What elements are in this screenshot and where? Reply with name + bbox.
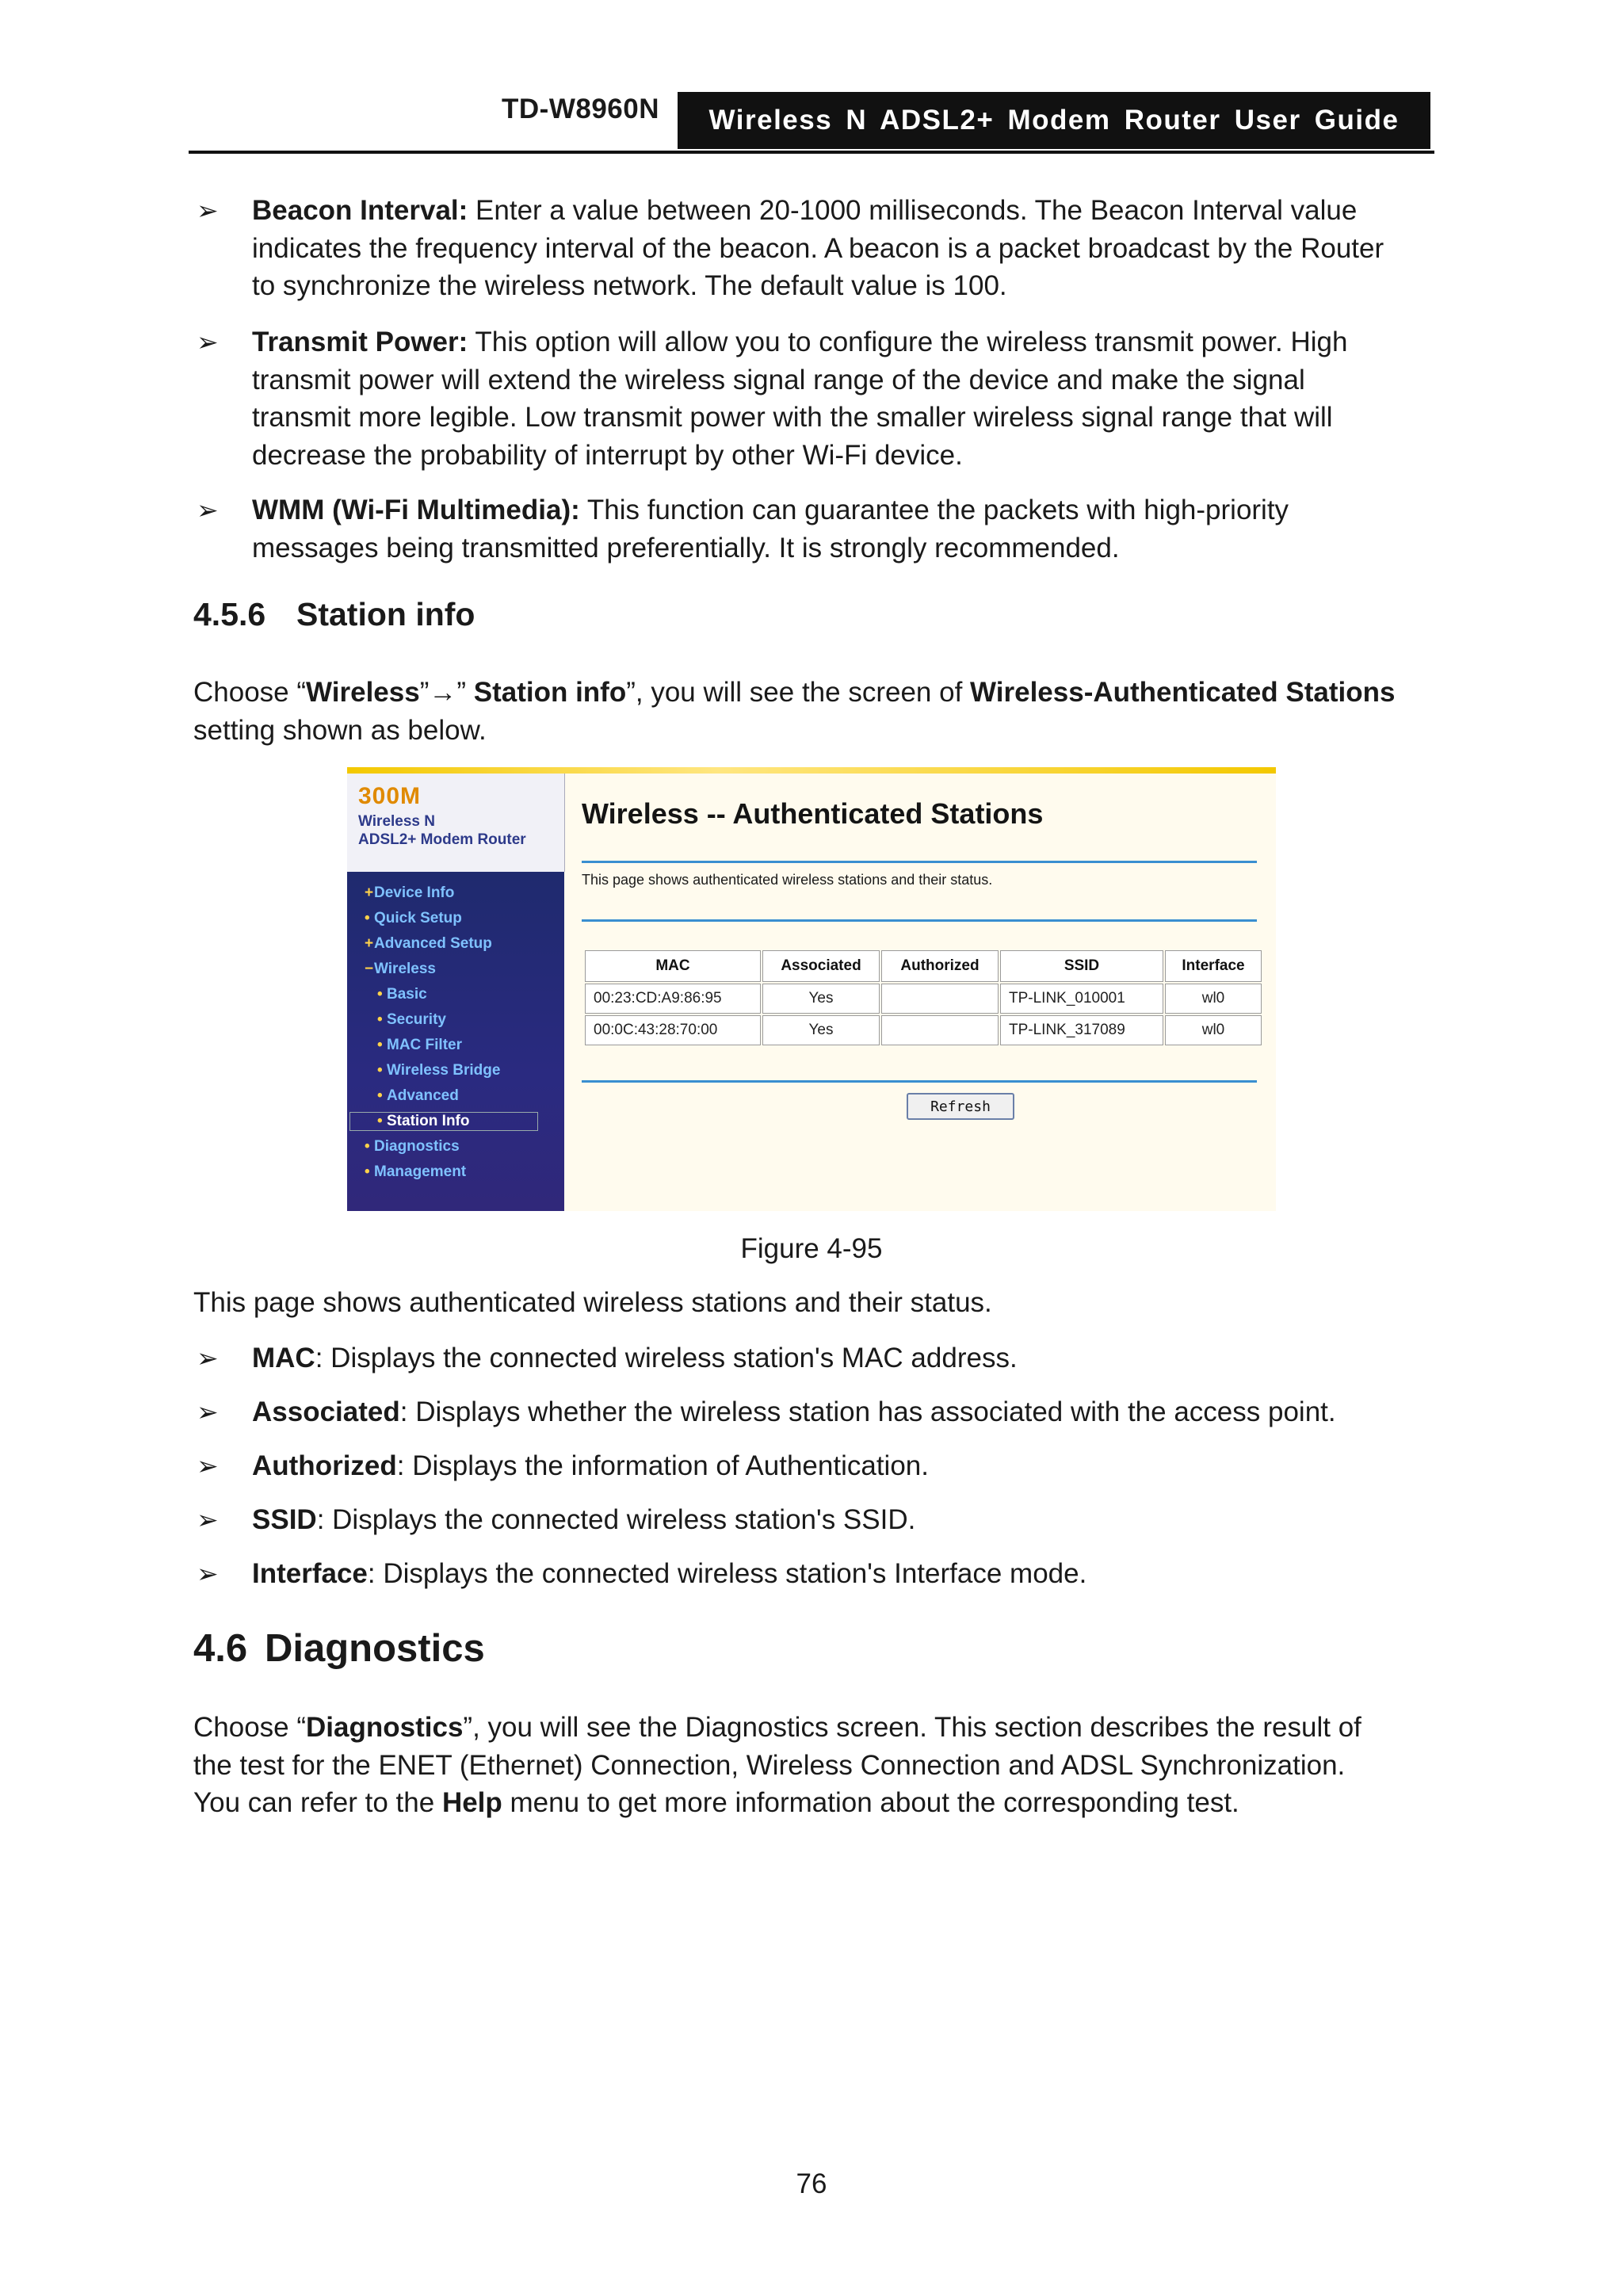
field-authorized bbox=[252, 1447, 1431, 1485]
nav-wireless-bridge[interactable] bbox=[377, 1062, 500, 1079]
brand-line: Wireless N bbox=[358, 813, 435, 830]
guide-title: Wireless N ADSL2+ Modem Router User Guide bbox=[678, 92, 1430, 149]
text: : Displays the connected wireless station's MAC address. bbox=[315, 1343, 1018, 1373]
bullet-icon: • bbox=[377, 1087, 383, 1104]
menu-help: Help bbox=[441, 1787, 502, 1818]
text: messages being transmitted preferentially. It is strongly recommended. bbox=[252, 532, 1120, 563]
sidebar-nav bbox=[347, 872, 564, 1211]
text: This option will allow you to configure the wireless transmit power. High bbox=[468, 327, 1348, 357]
field-ssid bbox=[252, 1501, 1431, 1539]
nav-label: MAC Filter bbox=[387, 1037, 462, 1053]
table-row bbox=[585, 984, 1262, 1014]
stations-table bbox=[583, 949, 1263, 1047]
col-authorized: Authorized bbox=[881, 950, 999, 982]
field-associated bbox=[252, 1393, 1431, 1431]
figure-caption: Figure 4-95 bbox=[740, 1233, 883, 1264]
cell-associated: Yes bbox=[762, 984, 880, 1014]
bullet-icon: • bbox=[377, 1037, 383, 1053]
col-mac: MAC bbox=[585, 950, 761, 982]
text: indicates the frequency interval of the beacon. A beacon is a packet broadcast by the Router bbox=[252, 232, 1384, 264]
menu-wireless: Wireless bbox=[306, 677, 420, 708]
bullet-marker: ➢ bbox=[197, 196, 219, 225]
nav-security[interactable] bbox=[377, 1011, 446, 1029]
text: You can refer to the bbox=[193, 1787, 442, 1818]
divider bbox=[582, 919, 1257, 922]
bullet-marker: ➢ bbox=[197, 1343, 219, 1373]
text: : Displays the connected wireless station's Interface mode. bbox=[367, 1558, 1087, 1589]
cell-interface: wl0 bbox=[1165, 984, 1262, 1014]
term: Authorized bbox=[252, 1450, 397, 1481]
col-interface: Interface bbox=[1165, 950, 1262, 982]
header-rule bbox=[189, 151, 1434, 154]
menu-diagnostics: Diagnostics bbox=[306, 1712, 464, 1743]
station-info-intro bbox=[193, 674, 1431, 749]
nav-label: Wireless Bridge bbox=[387, 1062, 501, 1079]
cell-mac: 00:0C:43:28:70:00 bbox=[585, 1015, 761, 1045]
nav-label: Device Info bbox=[374, 884, 455, 901]
bullet-icon: • bbox=[365, 1138, 370, 1155]
expand-icon: + bbox=[365, 935, 374, 952]
section-number: 4.6 bbox=[193, 1627, 248, 1670]
brand-line: ADSL2+ Modem Router bbox=[358, 831, 526, 848]
text: ”, you will see the Diagnostics screen. This section describes the result of bbox=[463, 1712, 1361, 1743]
section-heading-station-info bbox=[193, 596, 475, 633]
brand-gap bbox=[347, 848, 565, 872]
cell-authorized bbox=[881, 1015, 999, 1045]
cell-authorized bbox=[881, 984, 999, 1014]
arrow-icon: → bbox=[429, 677, 457, 708]
nav-quick-setup[interactable] bbox=[365, 910, 462, 927]
brand-logo: 300M bbox=[358, 783, 422, 809]
text: transmit power will extend the wireless signal range of the device and make the signal bbox=[252, 364, 1305, 395]
term: Associated bbox=[252, 1396, 400, 1427]
divider bbox=[582, 1080, 1257, 1083]
term: Beacon Interval: bbox=[252, 195, 468, 226]
page-number: 76 bbox=[796, 2168, 827, 2199]
text: : Displays whether the wireless station has associated with the access point. bbox=[399, 1396, 1336, 1427]
collapse-icon: − bbox=[365, 961, 374, 977]
nav-advanced-setup[interactable] bbox=[365, 935, 492, 953]
nav-management[interactable] bbox=[365, 1163, 466, 1181]
term: Interface bbox=[252, 1558, 368, 1589]
nav-device-info[interactable] bbox=[365, 884, 454, 902]
table-header-row bbox=[585, 950, 1262, 982]
beacon-interval-item bbox=[252, 192, 1431, 305]
nav-label: Wireless bbox=[374, 961, 436, 977]
text: Choose “ bbox=[193, 1712, 307, 1743]
divider bbox=[582, 861, 1257, 863]
term: WMM (Wi-Fi Multimedia): bbox=[252, 495, 580, 525]
text: the test for the ENET (Ethernet) Connection, Wireless Connection and ADSL Synchronization. bbox=[193, 1749, 1346, 1781]
text: Choose “ bbox=[193, 677, 307, 708]
brand-panel bbox=[347, 774, 565, 848]
nav-label: Advanced bbox=[387, 1087, 459, 1104]
bullet-marker: ➢ bbox=[197, 1397, 219, 1427]
text: This function can guarantee the packets with high-priority bbox=[579, 495, 1289, 525]
page-description: This page shows authenticated wireless stations and their status. bbox=[582, 872, 993, 888]
nav-label: Quick Setup bbox=[374, 910, 462, 926]
text: Enter a value between 20-1000 milliseconds. The Beacon Interval value bbox=[468, 195, 1358, 226]
section-title: Diagnostics bbox=[265, 1627, 485, 1670]
section-heading-diagnostics bbox=[193, 1626, 485, 1671]
nav-label: Advanced Setup bbox=[374, 935, 492, 952]
cell-mac: 00:23:CD:A9:86:95 bbox=[585, 984, 761, 1014]
cell-ssid: TP-LINK_317089 bbox=[1000, 1015, 1163, 1045]
nav-label: Basic bbox=[387, 986, 427, 1003]
text: to synchronize the wireless network. The default value is 100. bbox=[252, 270, 1007, 301]
product-model: TD-W8960N bbox=[502, 94, 659, 124]
text: ” bbox=[456, 677, 474, 708]
nav-label: Management bbox=[374, 1163, 467, 1180]
bullet-marker: ➢ bbox=[197, 495, 219, 525]
term: SSID bbox=[252, 1504, 317, 1535]
text: menu to get more information about the corresponding test. bbox=[502, 1787, 1239, 1818]
nav-label: Diagnostics bbox=[374, 1138, 460, 1155]
col-associated: Associated bbox=[762, 950, 880, 982]
bullet-icon: • bbox=[365, 1163, 370, 1180]
bullet-marker: ➢ bbox=[197, 1559, 219, 1588]
bullet-icon: • bbox=[377, 1062, 383, 1079]
nav-wireless[interactable] bbox=[365, 961, 436, 978]
nav-basic[interactable] bbox=[377, 986, 427, 1003]
diagnostics-intro bbox=[193, 1709, 1431, 1822]
nav-label: Security bbox=[387, 1011, 446, 1028]
status-sentence: This page shows authenticated wireless stations and their status. bbox=[193, 1287, 992, 1318]
bullet-icon: • bbox=[377, 1011, 383, 1028]
page-title: Wireless -- Authenticated Stations bbox=[582, 797, 1044, 830]
cell-associated: Yes bbox=[762, 1015, 880, 1045]
nav-advanced[interactable] bbox=[377, 1087, 459, 1105]
term: Transmit Power: bbox=[252, 327, 468, 357]
text: : Displays the connected wireless station's SSID. bbox=[316, 1504, 916, 1535]
text: setting shown as below. bbox=[193, 714, 487, 746]
text: ” bbox=[419, 677, 430, 708]
field-interface bbox=[252, 1555, 1431, 1593]
text: ”, you will see the screen of bbox=[626, 677, 971, 708]
nav-diagnostics[interactable] bbox=[365, 1138, 460, 1156]
cell-ssid: TP-LINK_010001 bbox=[1000, 984, 1163, 1014]
col-ssid: SSID bbox=[1000, 950, 1163, 982]
transmit-power-item bbox=[252, 323, 1431, 474]
text: transmit more legible. Low transmit power with the smaller wireless signal range that will bbox=[252, 402, 1333, 433]
wmm-item bbox=[252, 491, 1431, 567]
section-title: Station info bbox=[296, 596, 475, 632]
text: : Displays the information of Authentication. bbox=[396, 1450, 929, 1481]
nav-station-info[interactable] bbox=[350, 1113, 537, 1130]
nav-mac-filter[interactable] bbox=[377, 1037, 462, 1054]
screen-name: Wireless-Authenticated Stations bbox=[970, 677, 1396, 708]
field-mac bbox=[252, 1339, 1431, 1377]
bullet-marker: ➢ bbox=[197, 1451, 219, 1480]
bullet-icon: • bbox=[377, 1113, 383, 1129]
text: decrease the probability of interrupt by other Wi-Fi device. bbox=[252, 439, 963, 471]
router-screenshot bbox=[347, 767, 1276, 1211]
top-accent-bar bbox=[347, 767, 1276, 774]
refresh-button[interactable]: Refresh bbox=[907, 1093, 1014, 1120]
section-number: 4.5.6 bbox=[193, 596, 266, 632]
bullet-icon: • bbox=[365, 910, 370, 926]
expand-icon: + bbox=[365, 884, 374, 901]
bullet-marker: ➢ bbox=[197, 327, 219, 357]
nav-label: Station Info bbox=[387, 1113, 470, 1129]
bullet-icon: • bbox=[377, 986, 383, 1003]
menu-station-info: Station info bbox=[473, 677, 627, 708]
term: MAC bbox=[252, 1343, 315, 1373]
bullet-marker: ➢ bbox=[197, 1505, 219, 1534]
cell-interface: wl0 bbox=[1165, 1015, 1262, 1045]
table-row bbox=[585, 1015, 1262, 1045]
